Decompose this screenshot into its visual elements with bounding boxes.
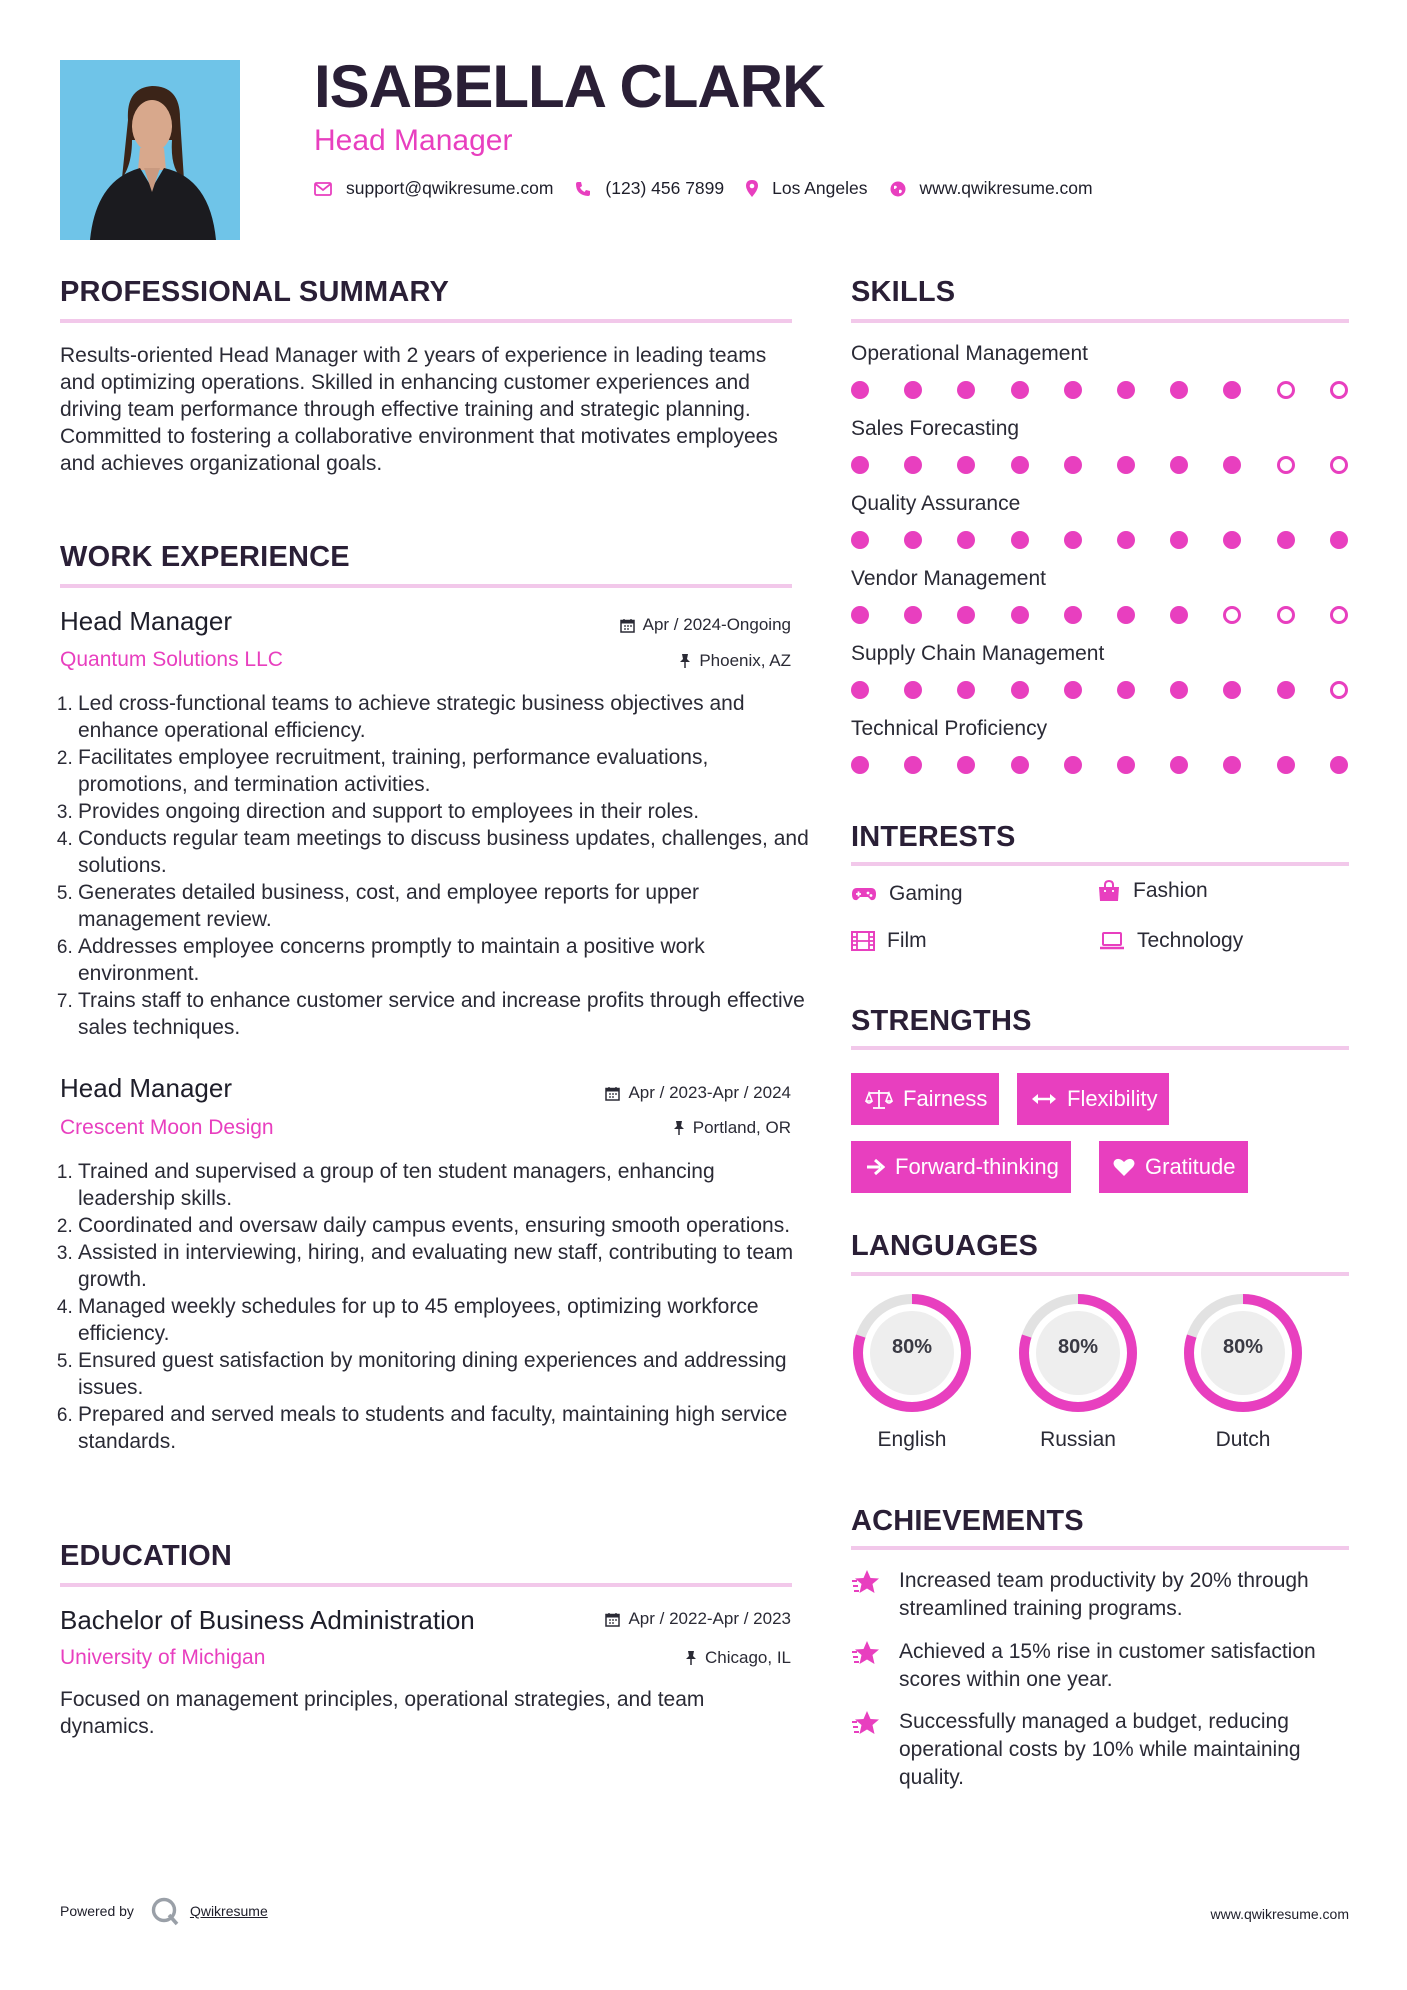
rating-dot-filled bbox=[1117, 381, 1135, 399]
skills-heading: SKILLS bbox=[851, 276, 956, 308]
laptop-icon bbox=[1099, 932, 1125, 950]
strength-chip bbox=[851, 1073, 999, 1125]
balance-scale-icon bbox=[865, 1088, 893, 1110]
rating-dot-filled bbox=[957, 606, 975, 624]
rating-dot-filled bbox=[1064, 756, 1082, 774]
rating-dot-filled bbox=[851, 681, 869, 699]
interest-item bbox=[1097, 879, 1208, 903]
website-text: www.qwikresume.com bbox=[919, 178, 1093, 198]
rating-dot-empty bbox=[1277, 381, 1295, 399]
phone-icon bbox=[575, 181, 591, 197]
contact-email[interactable] bbox=[314, 178, 553, 199]
skill-name: Vendor Management bbox=[851, 567, 1046, 590]
job-title: Head Manager bbox=[60, 1073, 232, 1103]
rating-dot-filled bbox=[1011, 381, 1029, 399]
achievement-item bbox=[851, 1567, 1351, 1623]
strength-chip bbox=[1099, 1141, 1248, 1193]
strength-label: Flexibility bbox=[1067, 1086, 1158, 1111]
interest-item bbox=[851, 882, 963, 906]
list-item: 1. Led cross-functional teams to achieve strategic business objectives and enhance operational efficiency. bbox=[78, 690, 813, 744]
job-dates-text: Apr / 2023-Apr / 2024 bbox=[628, 1083, 791, 1102]
rating-dot-filled bbox=[1064, 606, 1082, 624]
school-name: University of Michigan bbox=[60, 1646, 266, 1669]
rating-dot-filled bbox=[1330, 756, 1348, 774]
brand-link[interactable]: Qwikresume bbox=[189, 1903, 268, 1919]
rating-dot-filled bbox=[1117, 531, 1135, 549]
achievement-item bbox=[851, 1708, 1351, 1792]
footer-website[interactable]: www.qwikresume.com bbox=[1210, 1906, 1349, 1922]
list-item: 5. Generates detailed business, cost, and employee reports for upper management review. bbox=[78, 879, 813, 933]
education-location bbox=[685, 1648, 791, 1668]
job-dates bbox=[620, 615, 791, 635]
skill-name: Supply Chain Management bbox=[851, 642, 1105, 665]
strength-label: Fairness bbox=[903, 1086, 988, 1111]
rating-dot-empty bbox=[1223, 606, 1241, 624]
rating-dot-filled bbox=[904, 756, 922, 774]
job-company: Quantum Solutions LLC bbox=[60, 648, 283, 671]
pushpin-icon bbox=[685, 1650, 697, 1666]
star-icon bbox=[851, 1640, 883, 1666]
language-item bbox=[1182, 1292, 1304, 1451]
list-item: 4. Managed weekly schedules for up to 45 employees, optimizing workforce efficiency. bbox=[78, 1293, 813, 1347]
language-percent: 80% bbox=[1222, 1336, 1264, 1358]
rating-dot-empty bbox=[1330, 456, 1348, 474]
summary-divider bbox=[60, 319, 792, 323]
strength-chip bbox=[1017, 1073, 1169, 1125]
rating-dot-empty bbox=[1330, 606, 1348, 624]
profile-photo bbox=[60, 60, 240, 240]
rating-dot-filled bbox=[1117, 756, 1135, 774]
rating-dot-filled bbox=[1117, 606, 1135, 624]
rating-dot-filled bbox=[1117, 456, 1135, 474]
education-heading: EDUCATION bbox=[60, 1540, 233, 1572]
globe-icon bbox=[890, 181, 906, 197]
interests-divider bbox=[851, 862, 1349, 866]
rating-dot-filled bbox=[851, 456, 869, 474]
interest-label: Gaming bbox=[889, 882, 963, 905]
map-pin-icon bbox=[746, 180, 758, 197]
contact-phone[interactable] bbox=[575, 178, 724, 199]
phone-text: (123) 456 7899 bbox=[605, 178, 725, 198]
rating-dot-filled bbox=[1064, 381, 1082, 399]
footer-branding bbox=[60, 1896, 268, 1926]
achievement-item bbox=[851, 1638, 1351, 1694]
skill-name: Operational Management bbox=[851, 342, 1088, 365]
job-dates-text: Apr / 2024-Ongoing bbox=[642, 615, 791, 634]
experience-heading: WORK EXPERIENCE bbox=[60, 541, 350, 573]
rating-dot-filled bbox=[1277, 531, 1295, 549]
education-description: Focused on management principles, operational strategies, and team dynamics. bbox=[60, 1688, 705, 1738]
list-item: 3. Assisted in interviewing, hiring, and evaluating new staff, contributing to team growth. bbox=[78, 1239, 813, 1293]
rating-dot-empty bbox=[1330, 681, 1348, 699]
degree-title: Bachelor of Business Administration bbox=[60, 1605, 475, 1635]
strengths-heading: STRENGTHS bbox=[851, 1005, 1032, 1037]
contact-location bbox=[746, 178, 867, 199]
list-item: 2. Coordinated and oversaw daily campus events, ensuring smooth operations. bbox=[78, 1212, 813, 1239]
rating-dot-filled bbox=[851, 531, 869, 549]
rating-dot-filled bbox=[1011, 756, 1029, 774]
achievements-divider bbox=[851, 1546, 1349, 1550]
education-dates-text: Apr / 2022-Apr / 2023 bbox=[628, 1609, 791, 1628]
achievement-text: Increased team productivity by 20% through streamlined training programs. bbox=[899, 1569, 1309, 1620]
rating-dot-filled bbox=[1330, 531, 1348, 549]
arrow-right-icon bbox=[865, 1158, 885, 1176]
job-location bbox=[673, 1118, 791, 1138]
star-icon bbox=[851, 1569, 883, 1595]
language-percent: 80% bbox=[1057, 1336, 1099, 1358]
skill-name: Quality Assurance bbox=[851, 492, 1021, 515]
interest-item bbox=[851, 929, 927, 953]
language-percent: 80% bbox=[891, 1336, 933, 1358]
languages-divider bbox=[851, 1272, 1349, 1276]
language-name: English bbox=[877, 1428, 947, 1451]
education-divider bbox=[60, 1583, 792, 1587]
rating-dot-filled bbox=[904, 531, 922, 549]
qwikresume-logo-icon bbox=[150, 1896, 180, 1926]
rating-dot-filled bbox=[904, 606, 922, 624]
candidate-title: Head Manager bbox=[314, 124, 513, 157]
rating-dot-filled bbox=[1277, 681, 1295, 699]
list-item: 7. Trains staff to enhance customer service and increase profits through effective sales techniques. bbox=[78, 987, 813, 1041]
rating-dot-filled bbox=[904, 456, 922, 474]
job-location-text: Phoenix, AZ bbox=[699, 651, 791, 670]
skill-rating bbox=[851, 530, 1349, 550]
experience-divider bbox=[60, 584, 792, 588]
job-location-text: Portland, OR bbox=[692, 1118, 791, 1137]
rating-dot-filled bbox=[1011, 681, 1029, 699]
list-item: 2. Facilitates employee recruitment, training, performance evaluations, promotions, and termination activities. bbox=[78, 744, 813, 798]
email-text: support@qwikresume.com bbox=[346, 178, 554, 198]
pushpin-icon bbox=[673, 1120, 685, 1136]
pushpin-icon bbox=[679, 653, 691, 669]
rating-dot-filled bbox=[1064, 681, 1082, 699]
rating-dot-filled bbox=[957, 531, 975, 549]
calendar-icon bbox=[620, 618, 635, 633]
interest-label: Fashion bbox=[1133, 879, 1208, 902]
rating-dot-filled bbox=[1064, 531, 1082, 549]
arrows-horizontal-icon bbox=[1031, 1092, 1057, 1106]
rating-dot-filled bbox=[1170, 681, 1188, 699]
rating-dot-filled bbox=[904, 681, 922, 699]
education-location-text: Chicago, IL bbox=[705, 1648, 791, 1667]
rating-dot-filled bbox=[957, 756, 975, 774]
rating-dot-filled bbox=[1170, 756, 1188, 774]
job-title: Head Manager bbox=[60, 606, 232, 636]
rating-dot-filled bbox=[1223, 681, 1241, 699]
achievements-heading: ACHIEVEMENTS bbox=[851, 1505, 1084, 1537]
skill-name: Sales Forecasting bbox=[851, 417, 1020, 440]
rating-dot-empty bbox=[1277, 456, 1295, 474]
strength-label: Forward-thinking bbox=[895, 1154, 1059, 1179]
skill-rating bbox=[851, 605, 1349, 625]
list-item: 1. Trained and supervised a group of ten student managers, enhancing leadership skills. bbox=[78, 1158, 813, 1212]
job-location bbox=[679, 651, 791, 671]
rating-dot-filled bbox=[957, 381, 975, 399]
calendar-icon bbox=[605, 1612, 620, 1627]
language-name: Russian bbox=[1040, 1428, 1116, 1451]
calendar-icon bbox=[605, 1086, 620, 1101]
interest-label: Film bbox=[887, 929, 927, 952]
location-text: Los Angeles bbox=[772, 178, 868, 198]
rating-dot-filled bbox=[1011, 606, 1029, 624]
rating-dot-filled bbox=[1170, 531, 1188, 549]
rating-dot-filled bbox=[1223, 381, 1241, 399]
achievement-text: Achieved a 15% rise in customer satisfaction scores within one year. bbox=[899, 1640, 1316, 1691]
rating-dot-filled bbox=[957, 681, 975, 699]
list-item: 6. Prepared and served meals to students and faculty, maintaining high service standards. bbox=[78, 1401, 813, 1455]
list-item: 6. Addresses employee concerns promptly to maintain a positive work environment. bbox=[78, 933, 813, 987]
list-item: 4. Conducts regular team meetings to discuss business updates, challenges, and solutions. bbox=[78, 825, 813, 879]
rating-dot-filled bbox=[851, 381, 869, 399]
interest-item bbox=[1099, 929, 1243, 953]
candidate-name: ISABELLA CLARK bbox=[314, 53, 825, 120]
rating-dot-filled bbox=[1064, 456, 1082, 474]
film-icon bbox=[851, 931, 875, 951]
shopping-bag-icon bbox=[1097, 880, 1121, 902]
rating-dot-filled bbox=[851, 756, 869, 774]
rating-dot-filled bbox=[1170, 606, 1188, 624]
education-dates bbox=[605, 1609, 791, 1629]
rating-dot-filled bbox=[1011, 456, 1029, 474]
strength-label: Gratitude bbox=[1145, 1154, 1236, 1179]
rating-dot-filled bbox=[1223, 756, 1241, 774]
strengths-divider bbox=[851, 1046, 1349, 1050]
skill-rating bbox=[851, 755, 1349, 775]
job-bullets bbox=[60, 1158, 813, 1455]
gamepad-icon bbox=[851, 885, 877, 903]
skills-divider bbox=[851, 319, 1349, 323]
rating-dot-filled bbox=[1170, 456, 1188, 474]
interest-label: Technology bbox=[1137, 929, 1244, 952]
star-icon bbox=[851, 1710, 883, 1736]
skill-rating bbox=[851, 380, 1349, 400]
contact-website[interactable] bbox=[890, 178, 1093, 199]
languages-heading: LANGUAGES bbox=[851, 1230, 1039, 1262]
rating-dot-filled bbox=[957, 456, 975, 474]
rating-dot-empty bbox=[1330, 381, 1348, 399]
skill-rating bbox=[851, 680, 1349, 700]
powered-by-label: Powered by bbox=[60, 1903, 134, 1919]
strength-chip bbox=[851, 1141, 1071, 1193]
language-name: Dutch bbox=[1215, 1428, 1271, 1451]
interests-heading: INTERESTS bbox=[851, 821, 1016, 853]
rating-dot-filled bbox=[1011, 531, 1029, 549]
job-dates bbox=[605, 1083, 791, 1103]
rating-dot-filled bbox=[1223, 456, 1241, 474]
heart-icon bbox=[1113, 1157, 1135, 1177]
rating-dot-filled bbox=[1223, 531, 1241, 549]
rating-dot-empty bbox=[1277, 606, 1295, 624]
language-item bbox=[1017, 1292, 1139, 1451]
skill-name: Technical Proficiency bbox=[851, 717, 1048, 740]
envelope-icon bbox=[314, 182, 332, 196]
list-item: 5. Ensured guest satisfaction by monitoring dining experiences and addressing issues. bbox=[78, 1347, 813, 1401]
rating-dot-filled bbox=[1170, 381, 1188, 399]
contact-bar bbox=[314, 178, 1115, 199]
rating-dot-filled bbox=[851, 606, 869, 624]
summary-text: Results-oriented Head Manager with 2 years of experience in leading teams and optimizing operations. Skilled in enhancing customer experiences and driving team performance through effective training and strategic planning. Committed to fostering a collaborative environment that motivates employees and achieves organizational goals. bbox=[60, 344, 778, 475]
job-bullets bbox=[60, 690, 813, 1041]
summary-heading: PROFESSIONAL SUMMARY bbox=[60, 276, 450, 308]
language-item bbox=[851, 1292, 973, 1451]
job-company: Crescent Moon Design bbox=[60, 1116, 274, 1139]
skill-rating bbox=[851, 455, 1349, 475]
rating-dot-filled bbox=[904, 381, 922, 399]
achievement-text: Successfully managed a budget, reducing operational costs by 10% while maintaining quality. bbox=[899, 1710, 1301, 1789]
list-item: 3. Provides ongoing direction and support to employees in their roles. bbox=[78, 798, 813, 825]
rating-dot-filled bbox=[1277, 756, 1295, 774]
rating-dot-filled bbox=[1117, 681, 1135, 699]
